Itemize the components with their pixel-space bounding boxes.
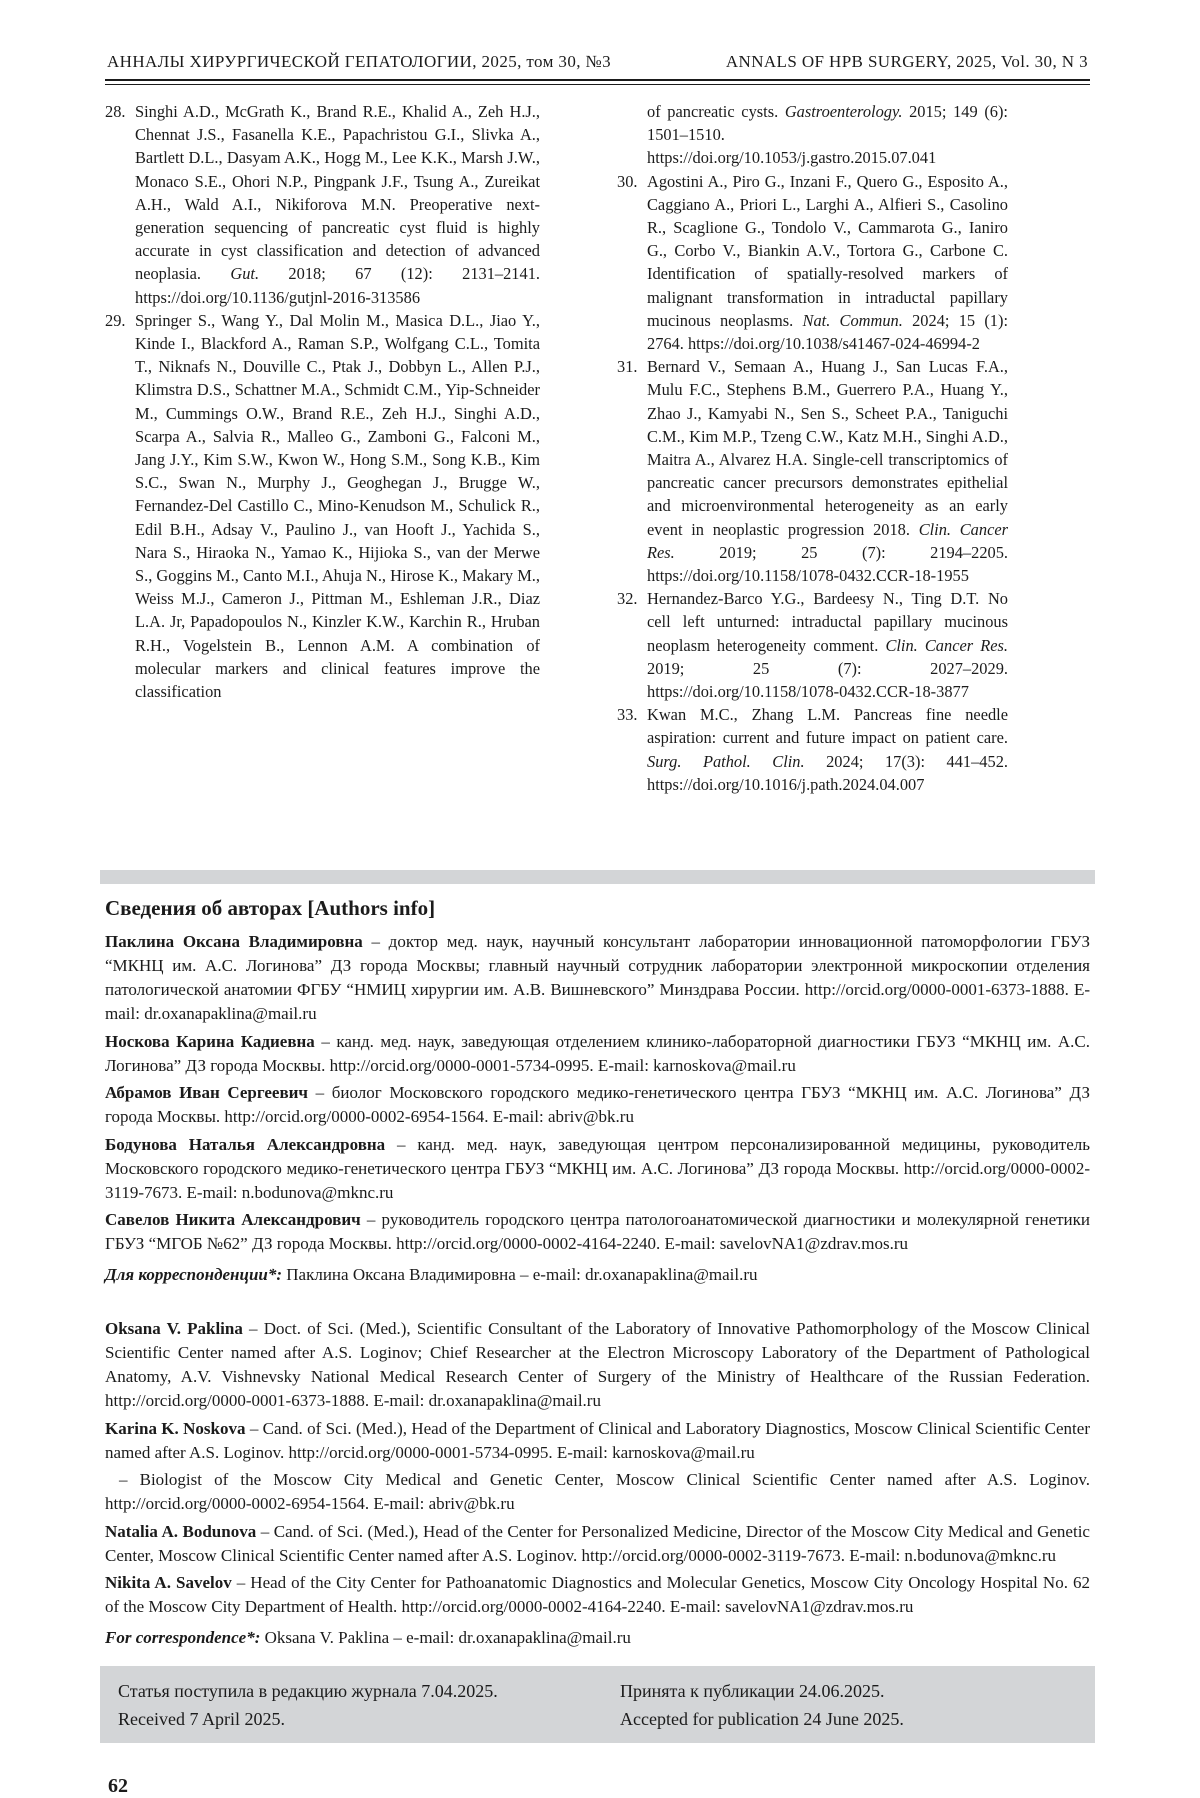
reference-text (647, 705, 1008, 794)
text-run: Hernandez-Barco Y.G., Bardeesy N., Ting D.T. No cell left unturned: intraductal papillary mucinous neoplasm heterogeneity comment. (647, 589, 1008, 655)
text-run: 2024; 15 (1): 2764. https://doi.org/10.1038/s41467-024-46994-2 (647, 310, 1008, 354)
text-run: – Cand. of Sci. (Med.), Head of the Department of Clinical and Laboratory Diagnostics, Moscow Clinical Scientific Center named after A.S. Loginov. http://orcid.org/0000-0001-5734-0995. E-mail: karnoskova@mail.ru (105, 1418, 1090, 1462)
text-run: Носкова Карина Кадиевна (105, 1031, 315, 1051)
text-run: Nikita A. Savelov (105, 1573, 232, 1593)
text-run: – руководитель городского центра патологоанатомической диагностики и молекулярной генетики ГБУЗ “МГОБ №62” ДЗ города Москвы. http://orcid.org/0000-0002-4164-2240. E-mail: savelovNA1@zdrav.mos.ru (105, 1210, 1091, 1254)
text-run: 2015; 149 (6): 1501–1510. https://doi.org/10.1053/j.gastro.2015.07.041 (647, 102, 1008, 168)
reference-item (617, 170, 1008, 356)
accepted-date-en: Accepted for publication 24 June 2025. (620, 1709, 904, 1730)
received-date-ru: Статья поступила в редакцию журнала 7.04.2025. (118, 1681, 498, 1702)
references-column-right (617, 100, 1008, 796)
reference-item (105, 100, 540, 309)
text-run: Oksana V. Paklina – e-mail: dr.oxanapaklina@mail.ru (260, 1628, 631, 1648)
authors-info-heading: Сведения об авторах [Authors info] (105, 896, 436, 921)
correspondence-note (105, 1263, 1090, 1287)
reference-text (647, 172, 1008, 353)
reference-number: 32. (617, 589, 638, 609)
received-date-en: Received 7 April 2025. (118, 1709, 285, 1730)
author-info-paragraph (105, 930, 1090, 1026)
text-run: Для корреспонденции*: (105, 1265, 283, 1285)
text-run: Surg. Pathol. Clin. (647, 751, 805, 771)
text-run: – биолог Московского городского медико-генетического центра ГБУЗ “МКНЦ им. А.С. Логинова” ДЗ города Москвы. http://orcid.org/0000-0002-6954-1564. E-mail: abriv@bk.ru (105, 1083, 1090, 1127)
text-run: Gut. (230, 264, 260, 284)
section-divider-bar (100, 870, 1095, 884)
reference-number: 31. (617, 357, 638, 377)
text-run: – канд. мед. наук, заведующая отделением клинико-лабораторной диагностики ГБУЗ “МКНЦ им. А.С. Логинова” ДЗ города Москвы. http://orcid.org/0000-0001-5734-0995. E-mail: karnoskova@mail.ru (105, 1031, 1090, 1075)
text-run: of pancreatic cysts. (647, 102, 785, 121)
text-run: – Biologist of the Moscow City Medical and Genetic Center, Moscow Clinical Scientific Center named after A.S. Loginov. http://orcid.org/0000-0002-6954-1564. E-mail: abriv@bk.ru (105, 1470, 1090, 1514)
text-run: 2019; 25 (7): 2194–2205. https://doi.org/10.1158/1078-0432.CCR-18-1955 (647, 542, 1008, 586)
references-section (105, 100, 1090, 796)
text-run: Karina K. Noskova (105, 1418, 246, 1438)
text-run: – Doct. of Sci. (Med.), Scientific Consultant of the Laboratory of Innovative Pathomorphology of the Moscow Clinical Scientific Center named after A.S. Loginov; Chief Researcher at the Electron Microscopy Laboratory of the Department of Pathological Anatomy, A.V. Vishnevsky National Medical Research Center of Surgery of the Ministry of Healthcare of the Russian Federation. http://orcid.org/0000-0001-6373-1888. E-mail: dr.oxanapaklina@mail.ru (105, 1319, 1090, 1411)
authors-info-english (105, 1317, 1090, 1650)
text-run: Clin. Cancer Res. (647, 519, 1008, 562)
reference-number: 33. (617, 705, 638, 725)
references-column-left (105, 100, 540, 796)
running-head (105, 52, 1090, 85)
text-run: Паклина Оксана Владимировна (105, 932, 363, 952)
dates-box (100, 1666, 1095, 1743)
reference-text (135, 311, 540, 701)
text-run: Савелов Никита Александрович (105, 1210, 361, 1230)
page-number: 62 (108, 1775, 128, 1798)
reference-item (617, 703, 1008, 796)
text-run: Паклина Оксана Владимировна – e-mail: dr.oxanapaklina@mail.ru (282, 1265, 758, 1285)
reference-continuation (617, 100, 1008, 170)
author-info-paragraph (105, 1317, 1090, 1413)
author-info-paragraph (105, 1520, 1090, 1568)
text-run: Kwan M.C., Zhang L.M. Pancreas fine needle aspiration: current and future impact on patient care. (647, 705, 1008, 748)
author-info-paragraph (105, 1417, 1090, 1465)
text-run: Agostini A., Piro G., Inzani F., Quero G., Esposito A., Caggiano A., Priori L., Larghi A., Alfieri S., Casolino R., Scaglione G., Tondolo V., Cammarota G., Ianiro G., Corbo V., Biankin A.V., Tortora G., Carbone C. Identification of spatially-resolved markers of malignant transformation in intraductal papillary mucinous neoplasms. (647, 171, 1008, 330)
text-run: Абрамов Иван Сергеевич (105, 1083, 309, 1103)
text-run: 2019; 25 (7): 2027–2029. https://doi.org/10.1158/1078-0432.CCR-18-3877 (647, 658, 1008, 702)
running-head-left: АННАЛЫ ХИРУРГИЧЕСКОЙ ГЕПАТОЛОГИИ, 2025, том 30, №3 (107, 52, 612, 71)
reference-text (647, 589, 1008, 701)
text-run: For correspondence*: (105, 1628, 261, 1648)
reference-item (105, 309, 540, 703)
text-run: Natalia A. Bodunova (105, 1521, 257, 1541)
text-run: 2024; 17(3): 441–452. https://doi.org/10.1016/j.path.2024.04.007 (647, 751, 1008, 794)
text-run: Nat. Commun. (802, 310, 903, 330)
author-info-paragraph (105, 1081, 1090, 1129)
author-info-paragraph (105, 1208, 1090, 1256)
running-head-right: ANNALS OF HPB SURGERY, 2025, Vol. 30, N 3 (725, 52, 1088, 71)
text-run: – Cand. of Sci. (Med.), Head of the Center for Personalized Medicine, Director of the Moscow City Medical and Genetic Center, Moscow Clinical Scientific Center named after A.S. Loginov. http://orcid.org/0000-0002-3119-7673. E-mail: n.bodunova@mknc.ru (105, 1521, 1090, 1565)
reference-number: 30. (617, 171, 638, 191)
author-info-paragraph (105, 1133, 1090, 1205)
reference-text (135, 102, 540, 307)
text-run: Gastroenterology. (784, 102, 903, 121)
correspondence-note (105, 1626, 1090, 1650)
text-run: – доктор мед. наук, научный консультант лаборатории инновационной патоморфологии ГБУЗ “МКНЦ им. А.С. Логинова” ДЗ города Москвы; главный научный сотрудник лаборатории электронной микроскопии отделения патологической анатомии ФГБУ “НМИЦ хирургии им. А.В. Вишневского” Минздрава России. http://orcid.org/0000-0001-6373-1888. E-mail: dr.oxanapaklina@mail.ru (105, 932, 1090, 1024)
text-run: Бодунова Наталья Александровна (105, 1134, 386, 1154)
text-run: Springer S., Wang Y., Dal Molin M., Masica D.L., Jiao Y., Kinde I., Blackford A., Raman S.P., Wolfgang C.L., Tomita T., Niknafs N., Douville C., Ptak J., Dobbyn L., Allen P.J., Klimstra D.S., Schattner M.A., Schmidt C.M., Yip-Schneider M., Cummings O.W., Brand R.E., Zeh H.J., Singhi A.D., Scarpa A., Salvia R., Malleo G., Zamboni G., Falconi M., Jang J.Y., Kim S.W., Kwon W., Hong S.M., Song K.B., Kim S.C., Swan N., Murphy J., Geoghegan J., Brugge W., Fernandez-Del Castillo C., Mino-Kenudson M., Schulick R., Edil B.H., Adsay V., Paulino J., van Hooft J., Yachida S., Nara S., Hiraoka N., Yamao K., Hijioka S., van der Merwe S., Goggins M., Canto M.I., Ahuja N., Hirose K., Makary M., Weiss M.J., Cameron J., Pittman M., Eshleman J.R., Diaz L.A. Jr, Papadopoulos N., Kinzler K.W., Karchin R., Hruban R.H., Vogelstein B., Lennon A.M. A combination of molecular markers and clinical features improve the classification (135, 310, 540, 702)
text-run: Clin. Cancer Res. (885, 635, 1008, 655)
text-run: – канд. мед. наук, заведующая центром персонализированной медицины, руководитель Московского городского медико-генетического центра ГБУЗ “МКНЦ им. А.С. Логинова” ДЗ города Москвы. http://orcid.org/0000-0002-3119-7673. E-mail: n.bodunova@mknc.ru (105, 1134, 1090, 1202)
text-run: Oksana V. Paklina (105, 1319, 243, 1339)
author-info-paragraph (105, 1030, 1090, 1078)
reference-text (647, 357, 1008, 585)
reference-item (617, 355, 1008, 587)
dates-accepted (620, 1677, 1095, 1733)
author-info-paragraph (105, 1468, 1090, 1516)
text-run: Bernard V., Semaan A., Huang J., San Lucas F.A., Mulu F.C., Stephens B.M., Guerrero P.A., Huang Y., Zhao J., Kamyabi N., Sen S., Scheet P.A., Taniguchi C.M., Kim M.P., Tzeng C.W., Katz M.H., Singhi A.D., Maitra A., Alvarez H.A. Single-cell transcriptomics of pancreatic cancer precursors demonstrates epithelial and microenvironmental heterogeneity as an early event in neoplastic progression 2018. (647, 357, 1008, 539)
reference-item (617, 587, 1008, 703)
dates-received (118, 1677, 620, 1733)
accepted-date-ru: Принята к публикации 24.06.2025. (620, 1681, 885, 1702)
header-double-rule (105, 79, 1090, 85)
text-run: Singhi A.D., McGrath K., Brand R.E., Khalid A., Zeh H.J., Chennat J.S., Fasanella K.E., Papachristou G.I., Slivka A., Bartlett D.L., Dasyam A.K., Hogg M., Lee K.K., Marsh J.W., Monaco S.E., Ohori N.P., Pingpank J.F., Tsung A., Zureikat A.H., Wald A.I., Nikiforova M.N. Preoperative next-generation sequencing of pancreatic cyst fluid is highly accurate in cyst classification and detection of advanced neoplasia. (135, 102, 540, 284)
text-run: – Head of the City Center for Pathoanatomic Diagnostics and Molecular Genetics, Moscow City Oncology Hospital No. 62 of the Moscow City Department of Health. http://orcid.org/0000-0002-4164-2240. E-mail: savelovNA1@zdrav.mos.ru (105, 1573, 1090, 1617)
reference-text (647, 102, 1008, 167)
text-run: 2018; 67 (12): 2131–2141. https://doi.org/10.1136/gutjnl-2016-313586 (135, 264, 540, 307)
reference-number: 29. (105, 310, 126, 330)
reference-number: 28. (105, 102, 126, 121)
author-info-paragraph (105, 1571, 1090, 1619)
authors-info-russian (105, 930, 1090, 1287)
